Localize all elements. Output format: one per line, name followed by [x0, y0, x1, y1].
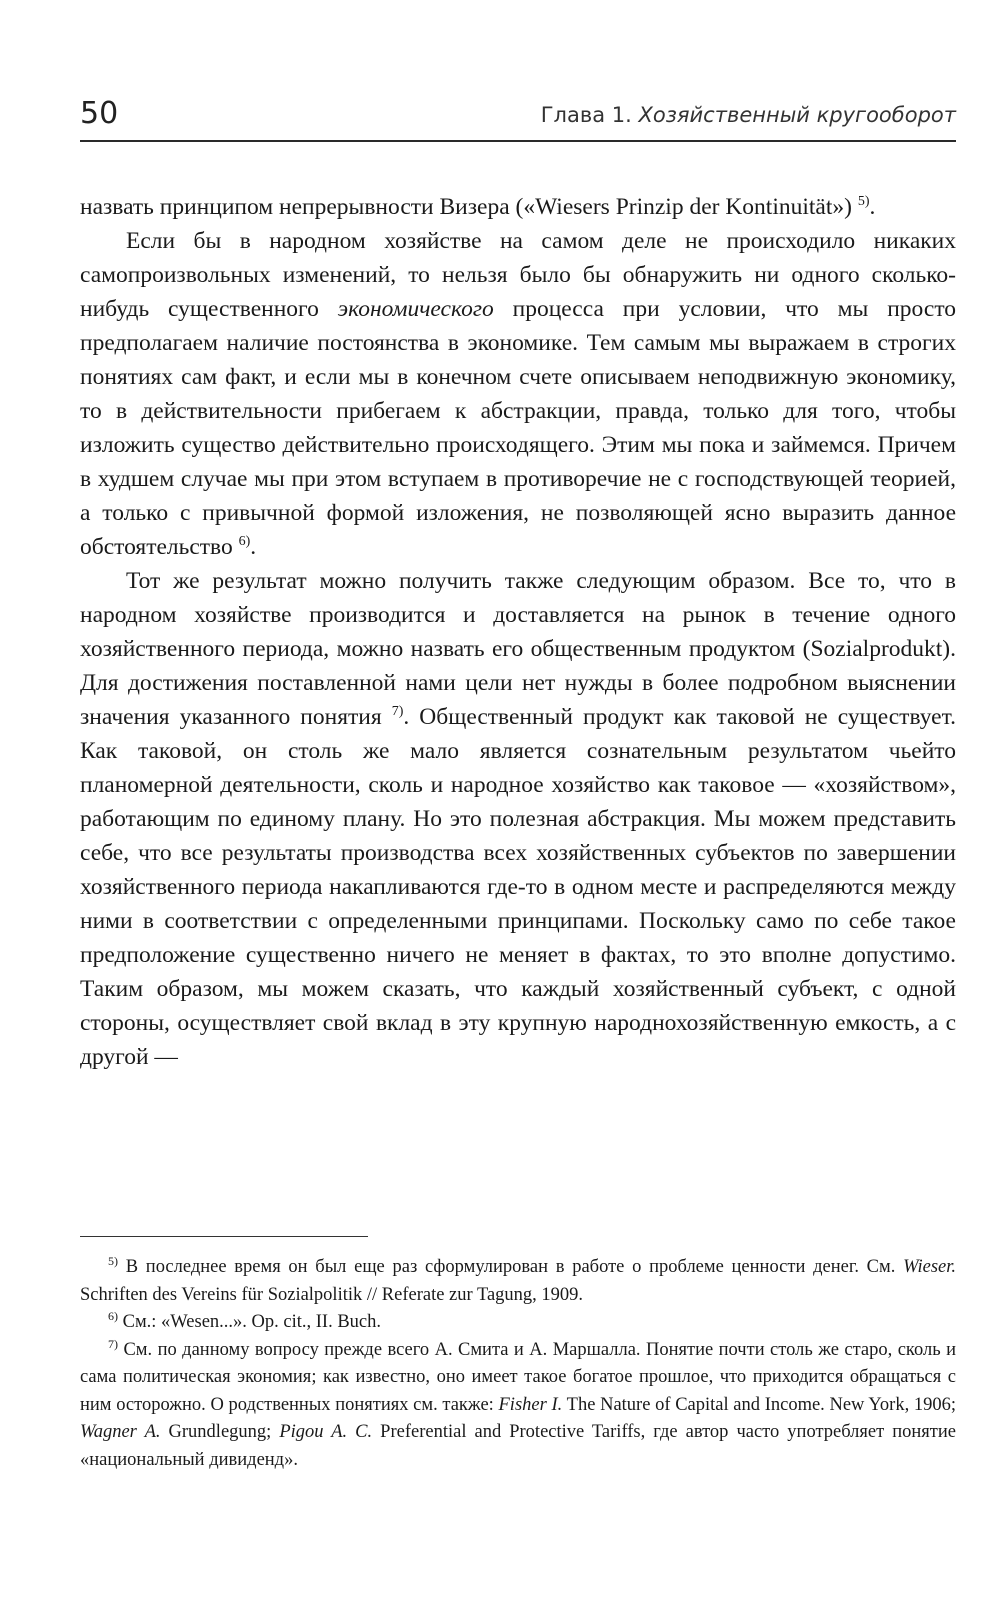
running-head: [541, 103, 956, 127]
footnote-ref-6[interactable]: 6): [238, 534, 251, 549]
footnote-5: $^{5)}$ В последнее время он был еще раз сформулирован в работе о проблеме ценности денег. См. Wieser. Schriften des Vereins für Sozialpolitik // Referate zur Tagung, 1909.: [80, 1254, 957, 1305]
main-text: [80, 190, 956, 1074]
paragraph-1: назвать принципом непрерывности Визера («Wiesers Prinzip der Kontinuität») $^{5)}$.: [80, 194, 876, 220]
page-header: [80, 96, 956, 142]
paragraph-2: Если бы в народном хозяйстве на самом деле не происходило никаких самопроизвольных изменений, то нельзя было бы обнаружить ни одного сколько-нибудь существенного экономического процесса при условии, что мы просто предполагаем наличие постоянства в экономике. Тем самым мы выражаем в строгих понятиях сам факт, и если мы в конечном счете описываем неподвижную экономику, то в действительности прибегаем к абстракции, правда, только для того, чтобы изложить существо действительно происходящего. Этим мы пока и займемся. Причем в худшем случае мы при этом вступаем в противоречие не с господствующей теорией, а только с привычной формой изложения, не позволяющей ясно выразить данное обстоятельство $^{6)}$.: [80, 228, 957, 560]
footnotes: [80, 1254, 956, 1474]
chapter-title: Хозяйственный кругооборот: [638, 103, 956, 127]
footnote-ref-7[interactable]: 7): [391, 704, 404, 719]
footnote-6: $^{6)}$ См.: «Wesen...». Op. cit., II. Buch.: [108, 1309, 382, 1332]
footnote-ref-5[interactable]: 5): [857, 194, 870, 209]
emphasis: экономического: [337, 296, 494, 322]
chapter-label: Глава 1.: [540, 103, 632, 127]
footnote-7: $^{7)}$ См. по данному вопросу прежде всего А. Смита и А. Маршалла. Понятие почти столь же старо, сколь и сама политическая экономия; как известно, оно имеет такое богатое прошлое, что приходится обращаться с ним осторожно. О родственных понятиях см. также: Fisher I. The Nature of Capital and Income. New York, 1906; Wagner A. Grundlegung; Pigou A. C. Preferential and Protective Tariffs, где автор часто употребляет понятие «национальный дивиденд».: [80, 1336, 957, 1470]
page-number: 50: [80, 96, 119, 131]
footnote-divider: [80, 1236, 368, 1237]
paragraph-3: Тот же результат можно получить также следующим образом. Все то, что в народном хозяйстве производится и доставляется на рынок в течение одного хозяйственного периода, можно назвать его общественным продуктом (Sozialprodukt). Для достижения поставленной нами цели нет нужды в более подробном выяснении значения указанного понятия $^{7)}$. Общественный продукт как таковой не существует. Как таковой, он столь же мало является сознательным результатом чьейто планомерной деятельности, сколь и народное хозяйство как таковое — «хозяйством», работающим по единому плану. Но это полезная абстракция. Мы можем представить себе, что все результаты производства всех хозяйственных субъектов по завершении хозяйственного периода накапливаются где-то в одном месте и распределяются между ними в соответствии с определенными принципами. Поскольку само по себе такое предположение существенно ничего не меняет в фактах, то это вполне допустимо. Таким образом, мы можем сказать, что каждый хозяйственный субъект, с одной стороны, осуществляет свой вклад в эту крупную народнохозяйственную емкость, а с другой —: [80, 568, 956, 1070]
